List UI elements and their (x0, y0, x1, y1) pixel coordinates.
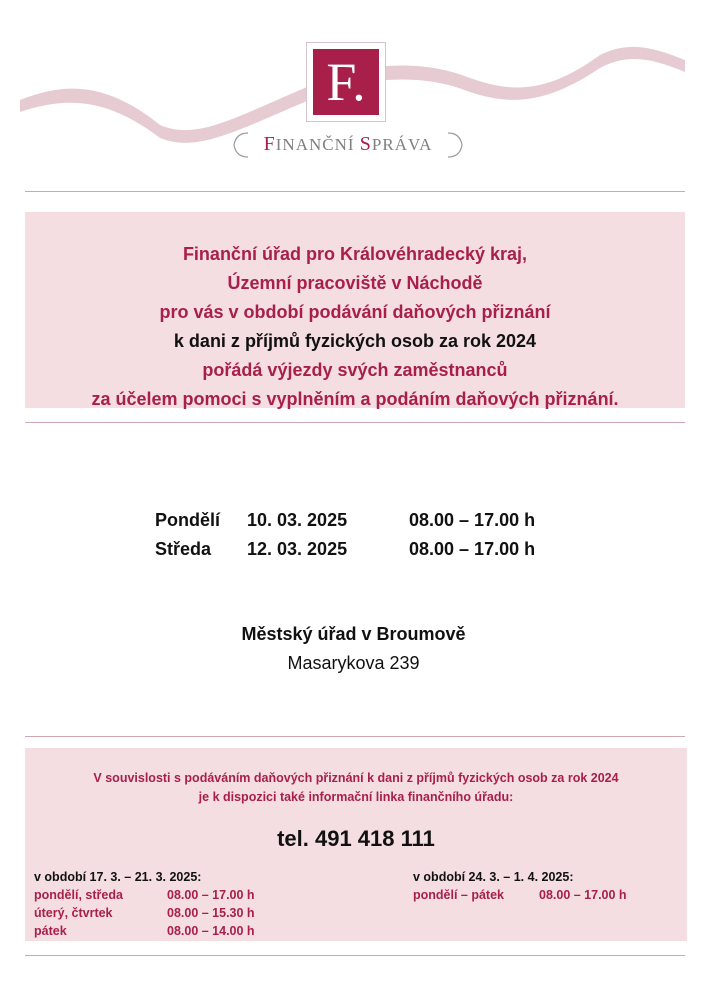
hours-row (34, 922, 294, 940)
hours-row (413, 886, 673, 904)
brand-name (232, 131, 464, 157)
divider-top (25, 191, 685, 192)
info-line-2: je k dispozici také informační linka finančního úřadu: (198, 790, 514, 804)
hours-days: pátek (34, 924, 67, 938)
intro-line-6: za účelem pomoci s vyplněním a podáním daňových přiznání. (91, 389, 619, 409)
schedule-day: Středa (155, 539, 212, 559)
divider-intro (25, 422, 685, 423)
info-text (25, 769, 687, 807)
divider-bottom (25, 955, 685, 956)
intro-line-4: k dani z příjmů fyzických osob za rok 2024 (173, 331, 537, 351)
brand-cap-f: F (263, 133, 276, 155)
intro-line-3: pro vás v období podávání daňových přiznání (159, 302, 551, 322)
schedule-time: 08.00 – 17.00 h (409, 510, 536, 530)
schedule-day: Pondělí (155, 510, 221, 530)
visit-place (0, 620, 707, 678)
intro-line-1: Finanční úřad pro Královéhradecký kraj, (182, 244, 528, 264)
hours-time: 08.00 – 17.00 h (539, 888, 627, 902)
schedule-row (155, 506, 575, 535)
info-line-1: V souvislosti s podáváním daňových přiznání k dani z příjmů fyzických osob za rok 2024 (93, 771, 619, 785)
brand-word-2: PRÁVA (371, 135, 433, 154)
hours-time: 08.00 – 17.00 h (167, 888, 255, 902)
hours-row (34, 886, 294, 904)
hours-time: 08.00 – 14.00 h (167, 924, 255, 938)
hours-row (34, 904, 294, 922)
hours-time: 08.00 – 15.30 h (167, 906, 255, 920)
hours-days: pondělí – pátek (413, 888, 504, 902)
schedule-date: 10. 03. 2025 (247, 510, 348, 530)
period-title: v období 17. 3. – 21. 3. 2025: (34, 870, 202, 884)
schedule-time: 08.00 – 17.00 h (409, 539, 536, 559)
intro-box (25, 212, 685, 408)
financni-sprava-logo (306, 42, 386, 122)
brand-cap-s: S (359, 133, 372, 155)
logo-letter: F. (313, 49, 379, 115)
hours-days: pondělí, středa (34, 888, 123, 902)
divider-info (25, 736, 685, 737)
period-title: v období 24. 3. – 1. 4. 2025: (413, 870, 574, 884)
phone-number[interactable]: tel. 491 418 111 (277, 826, 435, 851)
brand-word-1: INANČNÍ (275, 135, 355, 154)
hours-period-1 (34, 868, 294, 940)
intro-line-2: Územní pracoviště v Náchodě (227, 273, 483, 293)
info-box (25, 748, 687, 941)
place-address: Masarykova 239 (287, 653, 420, 673)
visit-schedule (155, 506, 575, 564)
place-name: Městský úřad v Broumově (241, 624, 466, 644)
schedule-date: 12. 03. 2025 (247, 539, 348, 559)
intro-line-5: pořádá výjezdy svých zaměstnanců (202, 360, 508, 380)
hours-period-2 (413, 868, 673, 904)
schedule-row (155, 535, 575, 564)
hours-days: úterý, čtvrtek (34, 906, 113, 920)
